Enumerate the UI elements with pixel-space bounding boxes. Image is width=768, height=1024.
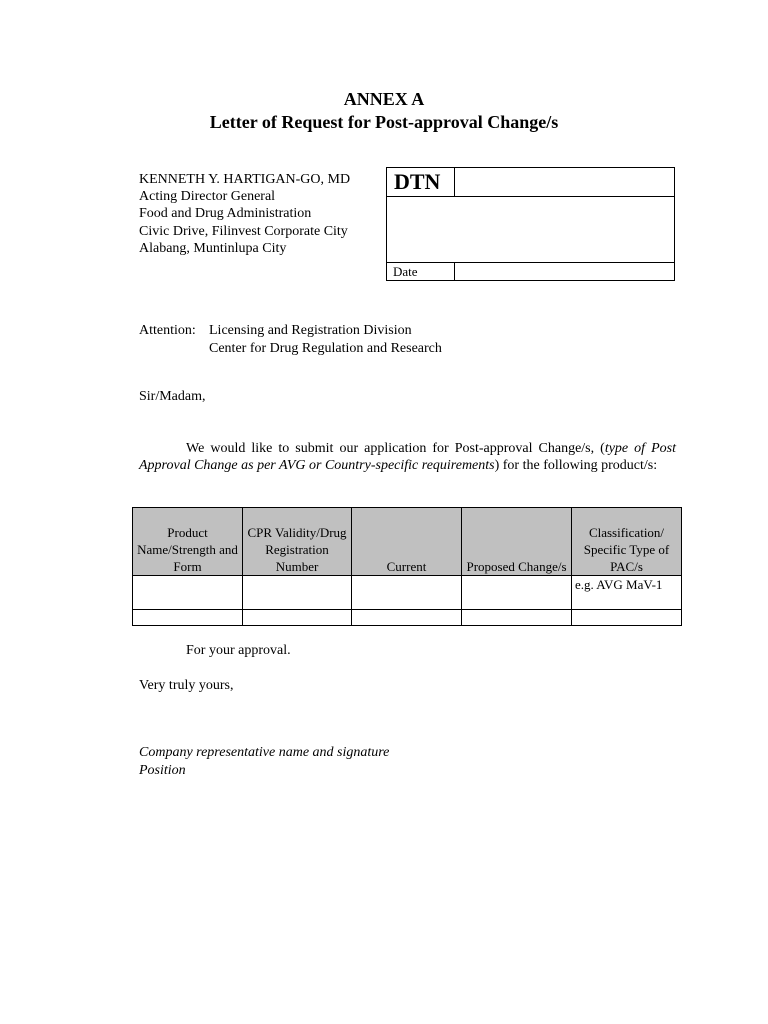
dtn-box [386,167,675,281]
addressee-block [139,171,350,257]
body-text-1: We would like to submit our application for Post-approval Change/s, ( [186,441,605,456]
addressee-agency: Food and Drug Administration [139,206,312,222]
header-proposed: Proposed Change/s [462,508,572,576]
signature-block [139,744,389,780]
table-cell [352,576,462,610]
attention-label: Attention: [139,323,196,338]
table-cell [572,610,682,626]
header-cpr: CPR Validity/Drug Registration Number [243,508,352,576]
table-cell [243,610,352,626]
dtn-label: DTN [387,168,455,196]
table-row [133,610,682,626]
signature-name-line: Company representative name and signature [139,745,390,760]
annex-heading: ANNEX A [343,89,425,109]
table-cell [352,610,462,626]
dtn-row [387,168,674,197]
header-product: Product Name/Strength and Form [133,508,243,576]
table-cell [133,610,243,626]
addressee-street: Civic Drive, Filinvest Corporate City [139,223,348,239]
attention-line-2: Center for Drug Regulation and Research [209,340,442,356]
approval-line: For your approval. [186,643,291,658]
date-label: Date [387,263,455,280]
table-header-row [133,508,682,576]
letter-title: Letter of Request for Post-approval Change/s [209,112,559,132]
header-classification: Classification/ Specific Type of PAC/s [572,508,682,576]
table-row [133,576,682,610]
table-cell [133,576,243,610]
closing-line: Very truly yours, [139,678,234,693]
body-text-2: ) for the following product/s: [494,458,658,473]
addressee-position: Acting Director General [139,189,276,205]
table-cell [462,610,572,626]
body-italic-text: type of Post Approval Change as per AVG or Country-specific requirements [139,441,676,473]
body-paragraph [139,440,676,474]
table-cell [462,576,572,610]
signature-position: Position [139,763,186,778]
attention-block [139,322,442,357]
attention-line-1: Licensing and Registration Division [209,323,412,338]
table-cell [243,576,352,610]
header-current: Current [352,508,462,576]
addressee-city: Alabang, Muntinlupa City [139,240,287,256]
products-table [132,507,682,626]
salutation: Sir/Madam, [139,389,206,404]
addressee-name: KENNETH Y. HARTIGAN-GO, MD [139,172,351,187]
date-row [387,262,674,280]
example-cell: e.g. AVG MaV-1 [572,576,682,610]
